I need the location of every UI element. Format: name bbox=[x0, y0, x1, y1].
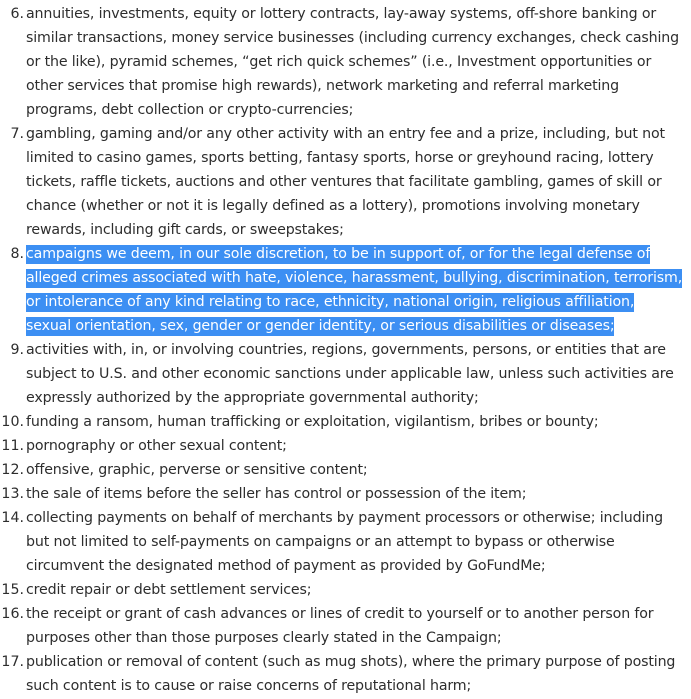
item-number: 15. bbox=[1, 582, 24, 598]
item-text[interactable]: the receipt or grant of cash advances or lines of credit to yourself or to another person for purposes other than those purposes clearly stated in the Campaign; bbox=[26, 606, 654, 646]
item-text[interactable]: the sale of items before the seller has control or possession of the item; bbox=[26, 486, 527, 502]
item-text[interactable]: credit repair or debt settlement services; bbox=[26, 582, 312, 598]
item-number: 17. bbox=[1, 654, 24, 670]
item-number: 11. bbox=[1, 438, 24, 454]
selected-text-highlight[interactable]: campaigns we deem, in our sole discretion, to be in support of, or for the legal defense of alleged crimes associated with hate, violence, harassment, bullying, discrimination, terrorism, or intolerance of any kind relating to race, ethnicity, national origin, religious affiliation, sexual orientation, sex, gender or gender identity, or serious disabilities or diseases; bbox=[26, 246, 683, 334]
item-number: 9. bbox=[10, 342, 24, 358]
item-text[interactable]: funding a ransom, human trafficking or exploitation, vigilantism, bribes or bounty; bbox=[26, 414, 599, 430]
item-number: 8. bbox=[10, 246, 24, 262]
item-text[interactable]: pornography or other sexual content; bbox=[26, 438, 287, 454]
list-item bbox=[0, 650, 691, 698]
item-number: 7. bbox=[10, 126, 24, 142]
list-item bbox=[0, 410, 691, 434]
item-number: 13. bbox=[1, 486, 24, 502]
item-number: 6. bbox=[10, 6, 24, 22]
list-item bbox=[0, 506, 691, 578]
list-item bbox=[0, 578, 691, 602]
item-text[interactable]: annuities, investments, equity or lottery contracts, lay-away systems, off-shore banking or similar transactions, money service businesses (including currency exchanges, check cashing or the like), pyramid schemes, “get rich quick schemes” (i.e., Investment opportunities or other services that promise high rewards), network marketing and referral marketing programs, debt collection or crypto-currencies; bbox=[26, 6, 679, 118]
list-item bbox=[0, 338, 691, 410]
item-text[interactable]: offensive, graphic, perverse or sensitive content; bbox=[26, 462, 368, 478]
list-item bbox=[0, 434, 691, 458]
item-number: 12. bbox=[1, 462, 24, 478]
list-item bbox=[0, 458, 691, 482]
prohibited-activities-list bbox=[0, 2, 691, 698]
item-number: 16. bbox=[1, 606, 24, 622]
item-text[interactable]: collecting payments on behalf of merchants by payment processors or otherwise; including but not limited to self-payments on campaigns or an attempt to bypass or otherwise circumvent the designated method of payment as provided by GoFundMe; bbox=[26, 510, 663, 574]
item-text[interactable]: activities with, in, or involving countries, regions, governments, persons, or entities that are subject to U.S. and other economic sanctions under applicable law, unless such activities are expressly authorized by the appropriate governmental authority; bbox=[26, 342, 674, 406]
list-item bbox=[0, 2, 691, 122]
list-item-selected bbox=[0, 242, 691, 338]
item-number: 10. bbox=[1, 414, 24, 430]
item-number: 14. bbox=[1, 510, 24, 526]
list-item bbox=[0, 122, 691, 242]
list-item bbox=[0, 482, 691, 506]
list-item bbox=[0, 602, 691, 650]
item-text[interactable]: publication or removal of content (such as mug shots), where the primary purpose of posting such content is to cause or raise concerns of reputational harm; bbox=[26, 654, 676, 694]
item-text[interactable]: gambling, gaming and/or any other activity with an entry fee and a prize, including, but not limited to casino games, sports betting, fantasy sports, horse or greyhound racing, lottery tickets, raffle tickets, auctions and other ventures that facilitate gambling, games of skill or chance (whether or not it is legally defined as a lottery), promotions involving monetary rewards, including gift cards, or sweepstakes; bbox=[26, 126, 665, 238]
